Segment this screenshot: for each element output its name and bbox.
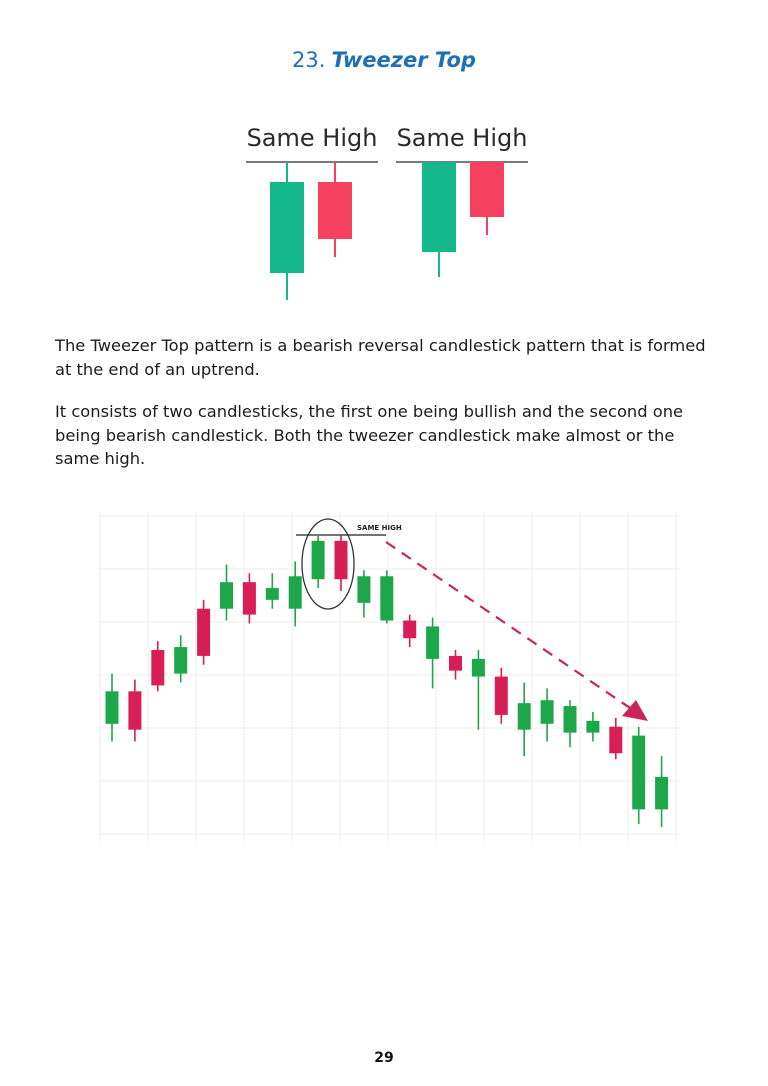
candle-6 <box>220 564 233 620</box>
tweezer-top-chart <box>98 512 680 842</box>
candle-body <box>312 541 325 579</box>
candle-24 <box>632 727 645 824</box>
candle-1 <box>106 674 119 742</box>
chart-grid <box>98 512 680 842</box>
candle-body <box>128 691 141 729</box>
candle-25 <box>655 756 668 827</box>
candle-body <box>243 582 256 614</box>
same-high-annotation: SAME HIGH <box>357 524 402 532</box>
candle-body <box>174 647 187 674</box>
candle-body <box>289 576 302 608</box>
candle-body <box>495 677 508 715</box>
candle-8 <box>266 573 279 608</box>
candle-body <box>518 703 531 730</box>
candle-5 <box>197 600 210 665</box>
candle-13 <box>380 570 393 623</box>
paragraph-description: It consists of two candlesticks, the first one being bullish and the second one being bearish candlestick. Both the tweezer candlestick make almost or the same high. <box>55 402 684 468</box>
candle-body <box>655 777 668 809</box>
downtrend-arrow-head <box>622 700 648 721</box>
candle-body <box>426 626 439 658</box>
candle-15 <box>426 618 439 689</box>
downtrend-arrow-line <box>386 542 633 710</box>
candle-body <box>541 700 554 724</box>
candle-body <box>403 621 416 639</box>
candle-3 <box>151 641 164 691</box>
candle-22 <box>586 712 599 742</box>
candle-body <box>564 706 577 733</box>
candle-17 <box>472 650 485 730</box>
candle-9 <box>289 562 302 627</box>
candle-body <box>106 691 119 723</box>
candle-body <box>609 727 622 754</box>
candle-body <box>380 576 393 620</box>
candle-body <box>632 736 645 810</box>
candle-body <box>197 609 210 656</box>
section-title: Tweezer Top <box>331 48 476 72</box>
candle-21 <box>564 700 577 747</box>
candle-body <box>357 576 370 603</box>
tweezer-top-diagram <box>230 110 540 315</box>
candle-body <box>586 721 599 733</box>
candle-body <box>220 582 233 609</box>
candle-7 <box>243 573 256 623</box>
candle-2 <box>128 680 141 742</box>
candle-body <box>472 659 485 677</box>
candle-20 <box>541 688 554 741</box>
candle-body <box>266 588 279 600</box>
page-number: 29 <box>374 1050 394 1066</box>
candle-body <box>335 541 348 579</box>
candle-19 <box>518 682 531 756</box>
candle-23 <box>609 718 622 759</box>
candle-body <box>449 656 462 671</box>
candle-14 <box>403 615 416 647</box>
paragraph-definition: The Tweezer Top pattern is a bearish reversal candlestick pattern that is formed at the end of an uptrend. <box>55 336 706 379</box>
candle-12 <box>357 570 370 617</box>
candle-body <box>151 650 164 685</box>
candle-10 <box>312 535 325 588</box>
same-high-label-left: Same High <box>246 124 378 152</box>
candle-11 <box>335 535 348 591</box>
section-number: 23. <box>292 48 326 72</box>
section-heading <box>0 48 768 72</box>
same-high-label-right: Same High <box>396 124 528 152</box>
candle-18 <box>495 668 508 724</box>
